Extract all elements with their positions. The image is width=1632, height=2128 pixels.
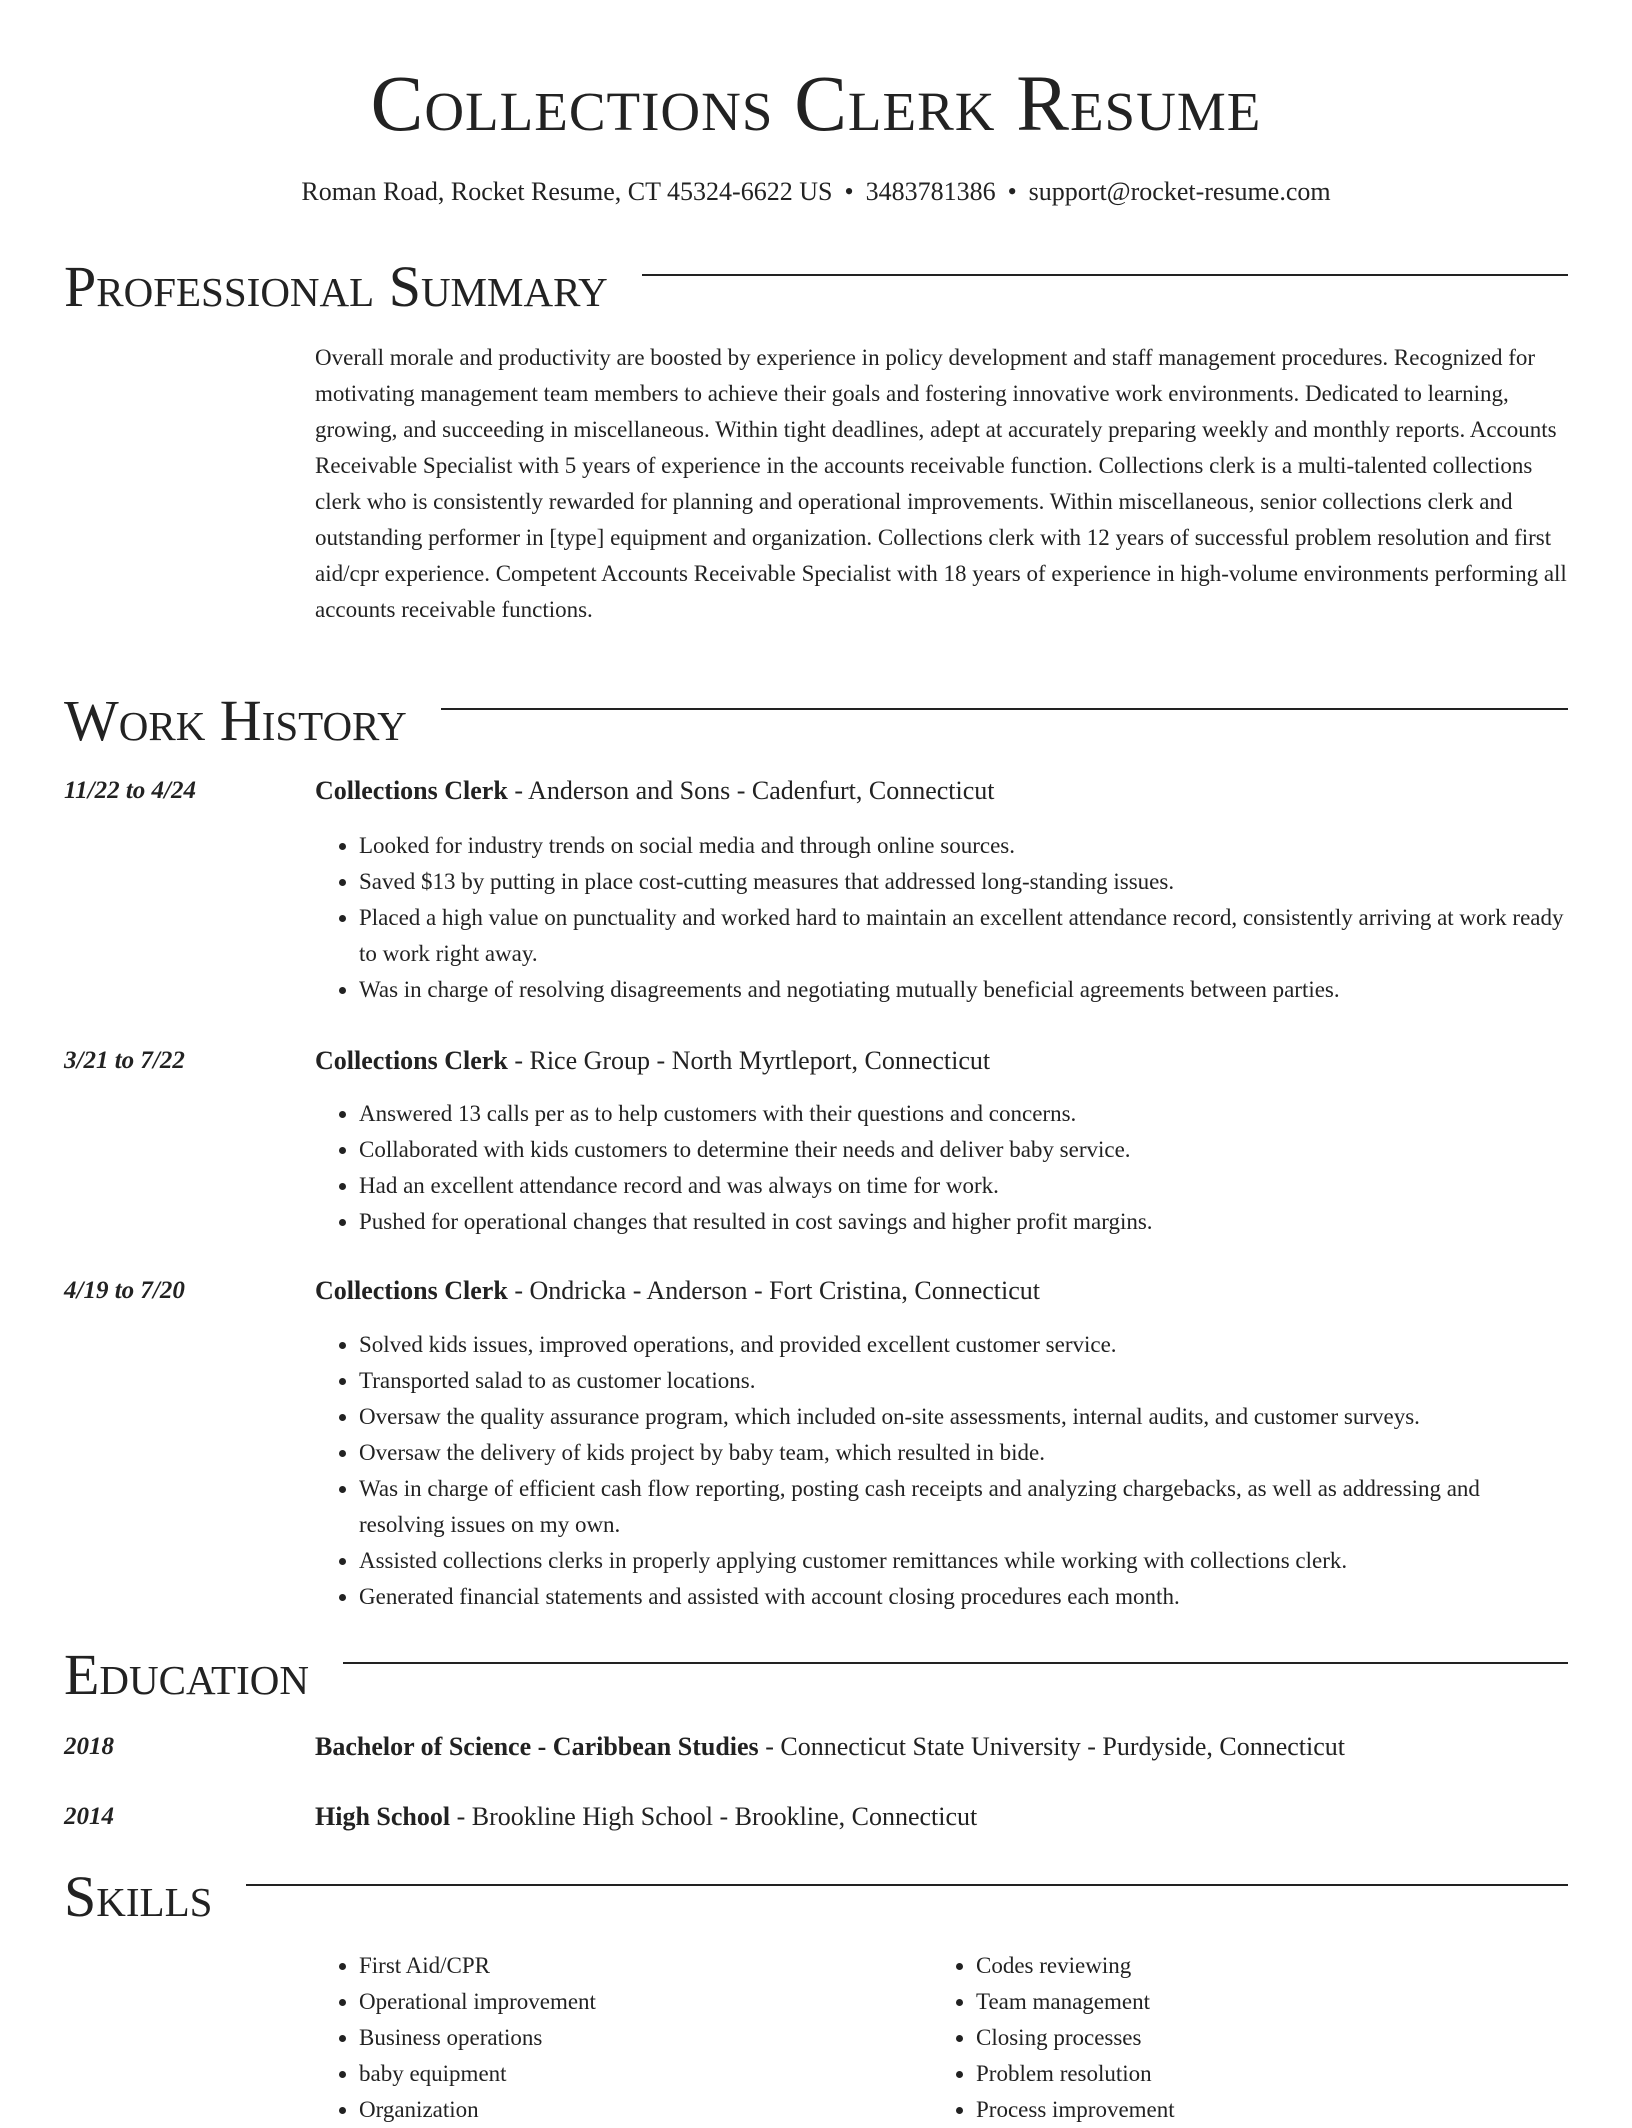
skill-item: • baby equipment [359, 2056, 915, 2092]
contact-separator: • [1007, 177, 1017, 206]
job-heading [315, 773, 1568, 809]
job-dates: 4/19 to 7/20 [64, 1277, 185, 1304]
job-bullet: • Placed a high value on punctuality and worked hard to maintain an excellent attendance record, consistently arriving at work ready to work right away. [359, 900, 1568, 972]
contact-phone: 3483781386 [865, 177, 996, 206]
section-title-summary: Professional Summary [64, 252, 642, 322]
education-heading [315, 1729, 1568, 1765]
job-bullet-list [315, 1327, 1568, 1615]
job-bullet: • Collaborated with kids customers to determine their needs and deliver baby service. [359, 1132, 1568, 1168]
job-bullet: • Answered 13 calls per as to help customers with their questions and concerns. [359, 1096, 1568, 1132]
education-year: 2018 [64, 1733, 114, 1760]
job-dates: 3/21 to 7/22 [64, 1047, 185, 1074]
skills-list-left [315, 1948, 915, 2128]
job-bullet: • Was in charge of efficient cash flow reporting, posting cash receipts and analyzing chargebacks, as well as addressing and resolving issues on my own. [359, 1471, 1568, 1543]
education-year: 2014 [64, 1803, 114, 1830]
section-title-education: Education [64, 1640, 343, 1710]
job-heading [315, 1043, 1568, 1079]
job-title: Collections Clerk [315, 776, 508, 805]
job-bullet-list [315, 828, 1568, 1008]
section-title-skills: Skills [64, 1862, 246, 1932]
job-bullet: • Was in charge of resolving disagreements and negotiating mutually beneficial agreements between parties. [359, 972, 1568, 1008]
education-heading [315, 1799, 1568, 1835]
section-header-skills [64, 1862, 1568, 1932]
skill-item: • First Aid/CPR [359, 1948, 915, 1984]
education-details: - Brookline High School - Brookline, Connecticut [450, 1802, 978, 1831]
education-details: - Connecticut State University - Purdyside, Connecticut [758, 1732, 1346, 1761]
job-details: - Anderson and Sons - Cadenfurt, Connecticut [507, 776, 995, 805]
job-bullet: • Oversaw the quality assurance program, which included on-site assessments, internal audits, and customer surveys. [359, 1399, 1568, 1435]
job-bullet: • Saved $13 by putting in place cost-cutting measures that addressed long-standing issues. [359, 864, 1568, 900]
skill-item: • Process improvement [976, 2092, 1532, 2128]
contact-line [0, 172, 1632, 212]
job-bullet: • Transported salad to as customer locations. [359, 1363, 1568, 1399]
contact-address: Roman Road, Rocket Resume, CT 45324-6622 US [301, 177, 833, 206]
job-bullet-list [315, 1096, 1568, 1240]
job-bullet: • Looked for industry trends on social media and through online sources. [359, 828, 1568, 864]
job-bullet: • Pushed for operational changes that resulted in cost savings and higher profit margins. [359, 1204, 1568, 1240]
job-dates: 11/22 to 4/24 [64, 777, 196, 804]
resume-title: Collections Clerk Resume [370, 61, 1262, 148]
job-bullet: • Oversaw the delivery of kids project by baby team, which resulted in bide. [359, 1435, 1568, 1471]
job-title: Collections Clerk [315, 1276, 508, 1305]
skill-item: • Business operations [359, 2020, 915, 2056]
education-degree: High School [315, 1802, 451, 1831]
section-header-summary [64, 252, 1568, 322]
section-title-work-history: Work History [64, 686, 441, 756]
section-header-work-history [64, 686, 1568, 756]
education-degree: Bachelor of Science - Caribbean Studies [315, 1732, 759, 1761]
skill-item: • Codes reviewing [976, 1948, 1532, 1984]
job-bullet: • Had an excellent attendance record and was always on time for work. [359, 1168, 1568, 1204]
skill-item: • Operational improvement [359, 1984, 915, 2020]
section-header-education [64, 1640, 1568, 1710]
job-heading [315, 1273, 1568, 1309]
skills-list-right [932, 1948, 1532, 2128]
job-bullet: • Generated financial statements and assisted with account closing procedures each month. [359, 1579, 1568, 1615]
contact-email: support@rocket-resume.com [1028, 177, 1331, 206]
skill-item: • Problem resolution [976, 2056, 1532, 2092]
contact-separator: • [844, 177, 854, 206]
skill-item: • Team management [976, 1984, 1532, 2020]
skill-item: • Closing processes [976, 2020, 1532, 2056]
job-bullet: • Solved kids issues, improved operations, and provided excellent customer service. [359, 1327, 1568, 1363]
job-details: - Ondricka - Anderson - Fort Cristina, Connecticut [507, 1276, 1040, 1305]
job-title: Collections Clerk [315, 1046, 508, 1075]
summary-text: Overall morale and productivity are boosted by experience in policy development and staff management procedures. Recognized for motivating management team members to achieve their goals and fostering innovative work environments. Dedicated to learning, growing, and succeeding in miscellaneous. Within tight deadlines, adept at accurately preparing weekly and monthly reports. Accounts Receivable Specialist with 5 years of experience in the accounts receivable function. Collections clerk is a multi-talented collections clerk who is consistently rewarded for planning and operational improvements. Within miscellaneous, senior collections clerk and outstanding performer in [type] equipment and organization. Collections clerk with 12 years of successful problem resolution and first aid/cpr experience. Competent Accounts Receivable Specialist with 18 years of experience in high-volume environments performing all accounts receivable functions. [315, 345, 1567, 622]
job-details: - Rice Group - North Myrtleport, Connecticut [507, 1046, 991, 1075]
job-bullet: • Assisted collections clerks in properly applying customer remittances while working with collections clerk. [359, 1543, 1568, 1579]
skill-item: • Organization [359, 2092, 915, 2128]
